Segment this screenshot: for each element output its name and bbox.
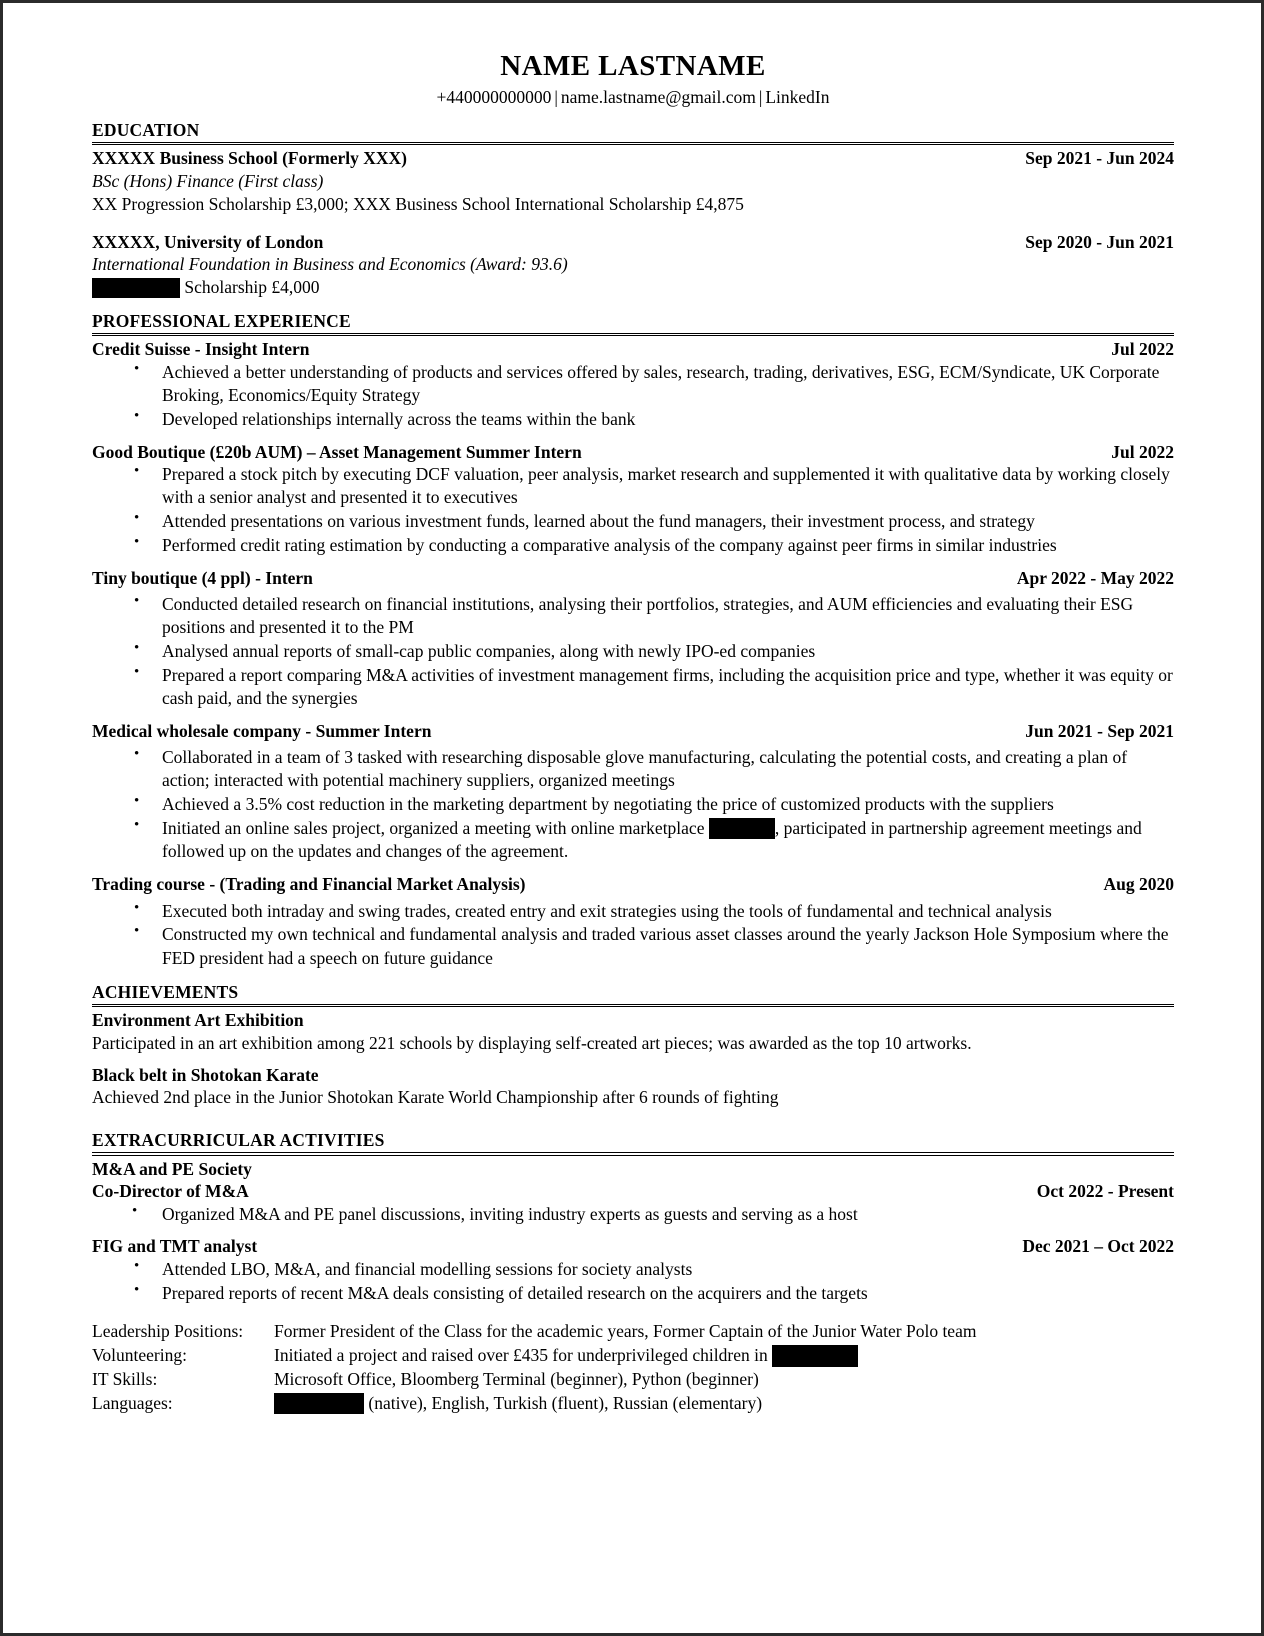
list-item: • Prepared a stock pitch by executing DCF valuation, peer analysis, market research and supplemented it with qualitative data by working closely with a senior analyst and presented it to executives: [162, 463, 1174, 510]
spacer: [92, 432, 1174, 441]
experience-entry: [92, 338, 1174, 431]
list-item: • Prepared reports of recent M&A deals consisting of detailed research on the acquirers and the targets: [162, 1282, 1174, 1305]
redacted-box: [274, 1393, 364, 1414]
entry-detail: Achieved 2nd place in the Junior Shotokan Karate World Championship after 6 rounds of fighting: [92, 1087, 779, 1108]
list-item: • Attended presentations on various investment funds, learned about the fund managers, their investment process, and strategy: [162, 510, 1174, 533]
section-rule-extracurricular: [92, 1155, 1174, 1156]
entry-title: XXXXX Business School (Formerly XXX): [92, 148, 407, 169]
detail-value: Microsoft Office, Bloomberg Terminal (beginner), Python (beginner): [274, 1369, 759, 1390]
entry-date: Dec 2021 – Oct 2022: [1022, 1236, 1174, 1257]
phone-text: +440000000000: [436, 86, 552, 107]
spacer: [92, 1226, 1174, 1235]
entry-header-row: [92, 147, 1174, 169]
bullet-list: [92, 1258, 1174, 1305]
detail-row-volunteering: [92, 1344, 1174, 1368]
entry-date: Jul 2022: [1111, 441, 1174, 462]
list-item: • Constructed my own technical and fundamental analysis and traded various asset classes around the yearly Jackson Hole Symposium where the FED president had a speech on future guidance: [162, 923, 1174, 970]
experience-entry: [92, 720, 1174, 864]
list-item: • Achieved a 3.5% cost reduction in the marketing department by negotiating the price of customized products with the suppliers: [162, 793, 1174, 816]
entry-header-row: [92, 567, 1174, 589]
section-heading-experience: PROFESSIONAL EXPERIENCE: [92, 311, 1174, 334]
detail-value: [274, 1392, 1174, 1416]
spacer: [92, 864, 1174, 873]
society-name: M&A and PE Society: [92, 1158, 252, 1179]
entry-header-row: [92, 1064, 1174, 1086]
list-item: • Performed credit rating estimation by conducting a comparative analysis of the company against peer firms in similar industries: [162, 534, 1174, 557]
entry-date: Sep 2021 - Jun 2024: [1025, 148, 1174, 169]
detail-row-it-skills: [92, 1368, 1174, 1392]
list-item: • Developed relationships internally across the teams within the bank: [162, 408, 1174, 431]
entry-detail: Participated in an art exhibition among 221 schools by displaying self-created art pieces; was awarded as the top 10 artworks.: [92, 1032, 972, 1053]
spacer: [92, 1305, 1174, 1320]
list-item: • Collaborated in a team of 3 tasked with researching disposable glove manufacturing, calculating the potential costs, and creating a plan of action; interacted with potential machinery suppliers, organized meetings: [162, 746, 1174, 793]
section-heading-extracurricular: EXTRACURRICULAR ACTIVITIES: [92, 1130, 1174, 1153]
list-item: • Conducted detailed research on financial institutions, analysing their portfolios, strategies, and AUM efficiencies and evaluating their ESG positions and presented it to the PM: [162, 593, 1174, 640]
redacted-box: [709, 818, 775, 839]
detail-label: Volunteering:: [92, 1345, 187, 1366]
entry-title: Co-Director of M&A: [92, 1181, 249, 1202]
entry-header-row: [92, 720, 1174, 742]
entry-date: Sep 2020 - Jun 2021: [1025, 231, 1174, 252]
list-item: • Achieved a better understanding of products and services offered by sales, research, trading, derivatives, ESG, ECM/Syndicate, UK Corporate Broking, Economics/Equity Strategy: [162, 361, 1174, 408]
entry-detail-redacted: [92, 276, 1174, 299]
entry-title: Trading course - (Trading and Financial Market Analysis): [92, 874, 526, 895]
detail-label: IT Skills:: [92, 1369, 158, 1390]
section-rule-education: [92, 144, 1174, 145]
entry-date: Aug 2020: [1103, 874, 1174, 895]
detail-value: [274, 1344, 1174, 1368]
entry-header-row: [92, 231, 1174, 253]
spacer: [92, 216, 1174, 231]
extracurricular-entry: [92, 1180, 1174, 1226]
list-item: • Analysed annual reports of small-cap public companies, along with newly IPO-ed companies: [162, 640, 1174, 663]
section-rule-achievements: [92, 1006, 1174, 1007]
bullet-text-after: , participated in partnership agreement meetings and followed up on the updates and changes of the agreement.: [162, 817, 1142, 862]
spacer: [92, 1055, 1174, 1064]
list-item-redacted: [162, 817, 1174, 864]
bullet-list: [92, 900, 1174, 970]
entry-title: Credit Suisse - Insight Intern: [92, 339, 310, 360]
detail-label: Leadership Positions:: [92, 1321, 244, 1342]
contact-line: [92, 87, 1174, 108]
extracurricular-entry: [92, 1235, 1174, 1304]
bullet-list: [92, 593, 1174, 710]
bullet-list: [92, 746, 1174, 864]
experience-entry: [92, 441, 1174, 557]
spacer: [92, 1109, 1174, 1118]
resume-content: [92, 51, 1174, 1416]
entry-title: Environment Art Exhibition: [92, 1010, 304, 1031]
list-item: • Prepared a report comparing M&A activities of investment management firms, including the acquisition price and type, whether it was equity or cash paid, and the synergies: [162, 664, 1174, 711]
section-rule-experience: [92, 335, 1174, 336]
detail-row-leadership: [92, 1320, 1174, 1344]
achievement-entry: [92, 1064, 1174, 1109]
society-name-row: [92, 1158, 1174, 1180]
entry-header-row: [92, 338, 1174, 360]
page-title: NAME LASTNAME: [500, 50, 766, 82]
entry-title: Medical wholesale company - Summer Intern: [92, 720, 432, 741]
bullet-list: [92, 463, 1174, 557]
entry-title: XXXXX, University of London: [92, 231, 324, 252]
education-entry: [92, 231, 1174, 299]
list-item: • Executed both intraday and swing trades, created entry and exit strategies using the tools of fundamental and technical analysis: [162, 900, 1174, 923]
entry-detail-text: Scholarship £4,000: [184, 276, 320, 297]
detail-value-text: (native), English, Turkish (fluent), Russian (elementary): [368, 1392, 763, 1413]
email-text: name.lastname@gmail.com: [560, 86, 756, 107]
contact-separator-1: |: [554, 86, 558, 107]
list-item: • Attended LBO, M&A, and financial modelling sessions for society analysts: [162, 1258, 1174, 1281]
experience-entry: [92, 873, 1174, 970]
entry-date: Apr 2022 - May 2022: [1016, 567, 1174, 588]
education-entry: [92, 147, 1174, 215]
detail-value-text: Initiated a project and raised over £435 for underprivileged children in: [274, 1345, 768, 1366]
bullet-list: [92, 361, 1174, 431]
detail-value: Former President of the Class for the academic years, Former Captain of the Junior Water Polo team: [274, 1321, 977, 1342]
entry-subtitle: BSc (Hons) Finance (First class): [92, 170, 324, 191]
linkedin-link[interactable]: LinkedIn: [765, 86, 830, 107]
entry-title: FIG and TMT analyst: [92, 1236, 258, 1257]
entry-header-row: [92, 441, 1174, 463]
spacer: [92, 558, 1174, 567]
bullet-list: [92, 1203, 1174, 1226]
entry-date: Oct 2022 - Present: [1036, 1181, 1174, 1202]
list-item: • Organized M&A and PE panel discussions, inviting industry experts as guests and serving as a host: [162, 1203, 1174, 1226]
entry-title: Black belt in Shotokan Karate: [92, 1064, 319, 1085]
achievement-entry: [92, 1009, 1174, 1054]
entry-date: Jun 2021 - Sep 2021: [1025, 720, 1174, 741]
contact-separator-2: |: [758, 86, 763, 107]
experience-entry: [92, 567, 1174, 711]
entry-title: Good Boutique (£20b AUM) – Asset Management Summer Intern: [92, 441, 582, 462]
entry-header-row: [92, 873, 1174, 895]
entry-subtitle: International Foundation in Business and Economics (Award: 93.6): [92, 254, 568, 275]
spacer: [92, 711, 1174, 720]
bullet-text-before: Initiated an online sales project, organized a meeting with online marketplace: [162, 817, 705, 838]
entry-header-row: [92, 1235, 1174, 1257]
entry-detail: XX Progression Scholarship £3,000; XXX Business School International Scholarship £4,875: [92, 193, 744, 214]
detail-label: Languages:: [92, 1392, 173, 1413]
detail-row-languages: [92, 1392, 1174, 1416]
entry-header-row: [92, 1180, 1174, 1202]
section-heading-education: EDUCATION: [92, 120, 1174, 143]
redacted-box: [772, 1345, 858, 1367]
entry-header-row: [92, 1009, 1174, 1031]
redacted-box: [92, 278, 180, 298]
entry-date: Jul 2022: [1111, 339, 1174, 360]
section-heading-achievements: ACHIEVEMENTS: [92, 982, 1174, 1005]
entry-title: Tiny boutique (4 ppl) - Intern: [92, 567, 313, 588]
